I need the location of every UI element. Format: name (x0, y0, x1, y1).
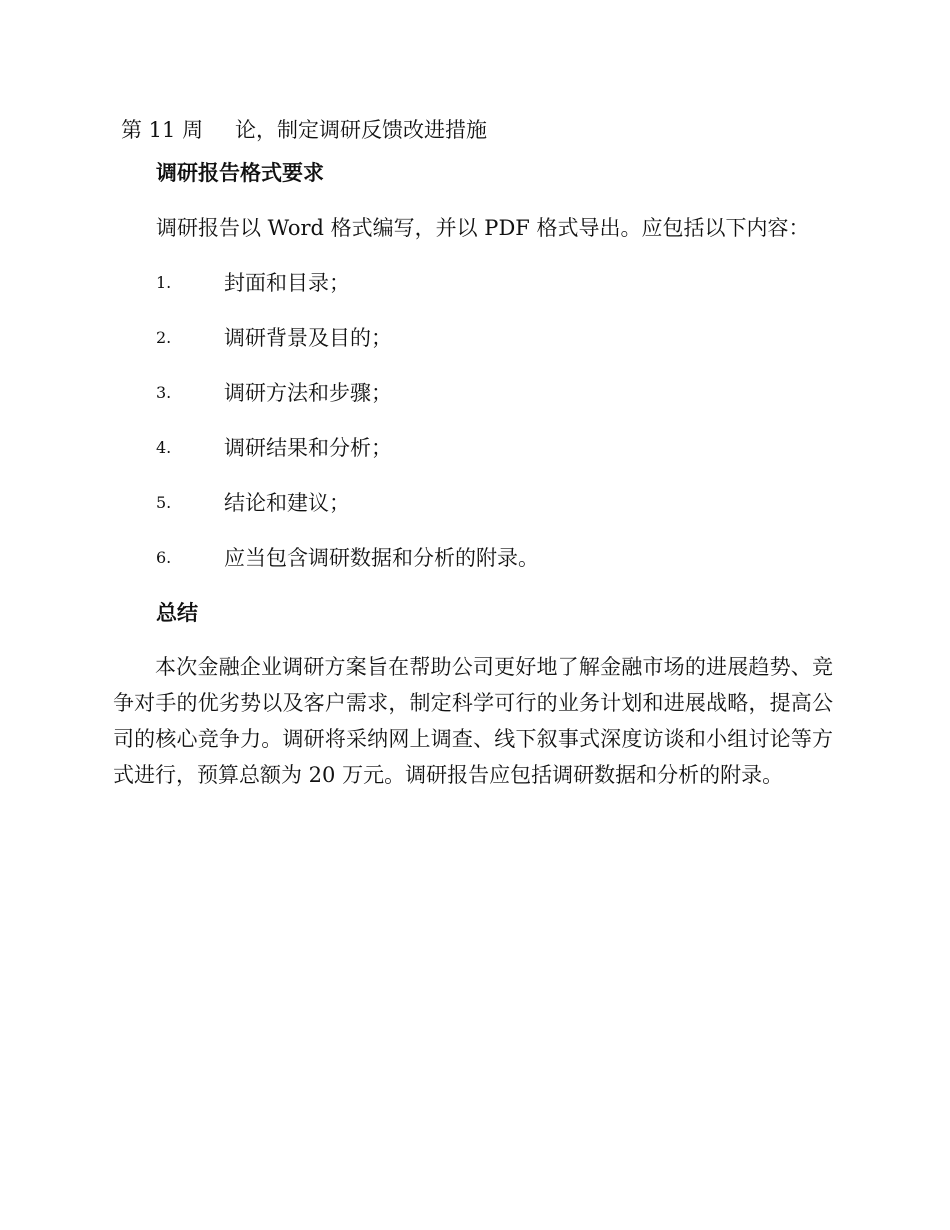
schedule-task-cell: 论，制定调研反馈改进措施 (235, 118, 487, 142)
summary-paragraph: 本次金融企业调研方案旨在帮助公司更好地了解金融市场的进展趋势、竞争对手的优劣势以及客户需求，制定科学可行的业务计划和进展战略，提高公司的核心竞争力。调研将采纳网上调查、线下叙事式深度访谈和小组讨论等方式进行，预算总额为 20 万元。调研报告应包括调研数据和分析的附录。 (113, 655, 833, 787)
format-requirements-heading: 调研报告格式要求 (156, 161, 324, 185)
format-intro-text: 调研报告以 Word 格式编写，并以 PDF 格式导出。应包括以下内容： (156, 216, 810, 240)
list-item-text: 封面和目录； (224, 271, 350, 295)
schedule-week-cell: 第 11 周 (121, 118, 204, 142)
list-item-number: 2. (156, 328, 172, 347)
list-item-text: 调研背景及目的； (224, 326, 392, 350)
list-item-number: 4. (156, 438, 172, 457)
list-item-text: 结论和建议； (224, 491, 350, 515)
list-item-text: 调研结果和分析； (224, 436, 392, 460)
list-item-number: 5. (156, 493, 172, 512)
list-item-number: 3. (156, 383, 172, 402)
list-item-text: 应当包含调研数据和分析的附录。 (224, 546, 539, 570)
list-item-number: 1. (156, 273, 172, 292)
summary-heading: 总结 (156, 601, 198, 625)
list-item-number: 6. (156, 548, 172, 567)
list-item-text: 调研方法和步骤； (224, 381, 392, 405)
